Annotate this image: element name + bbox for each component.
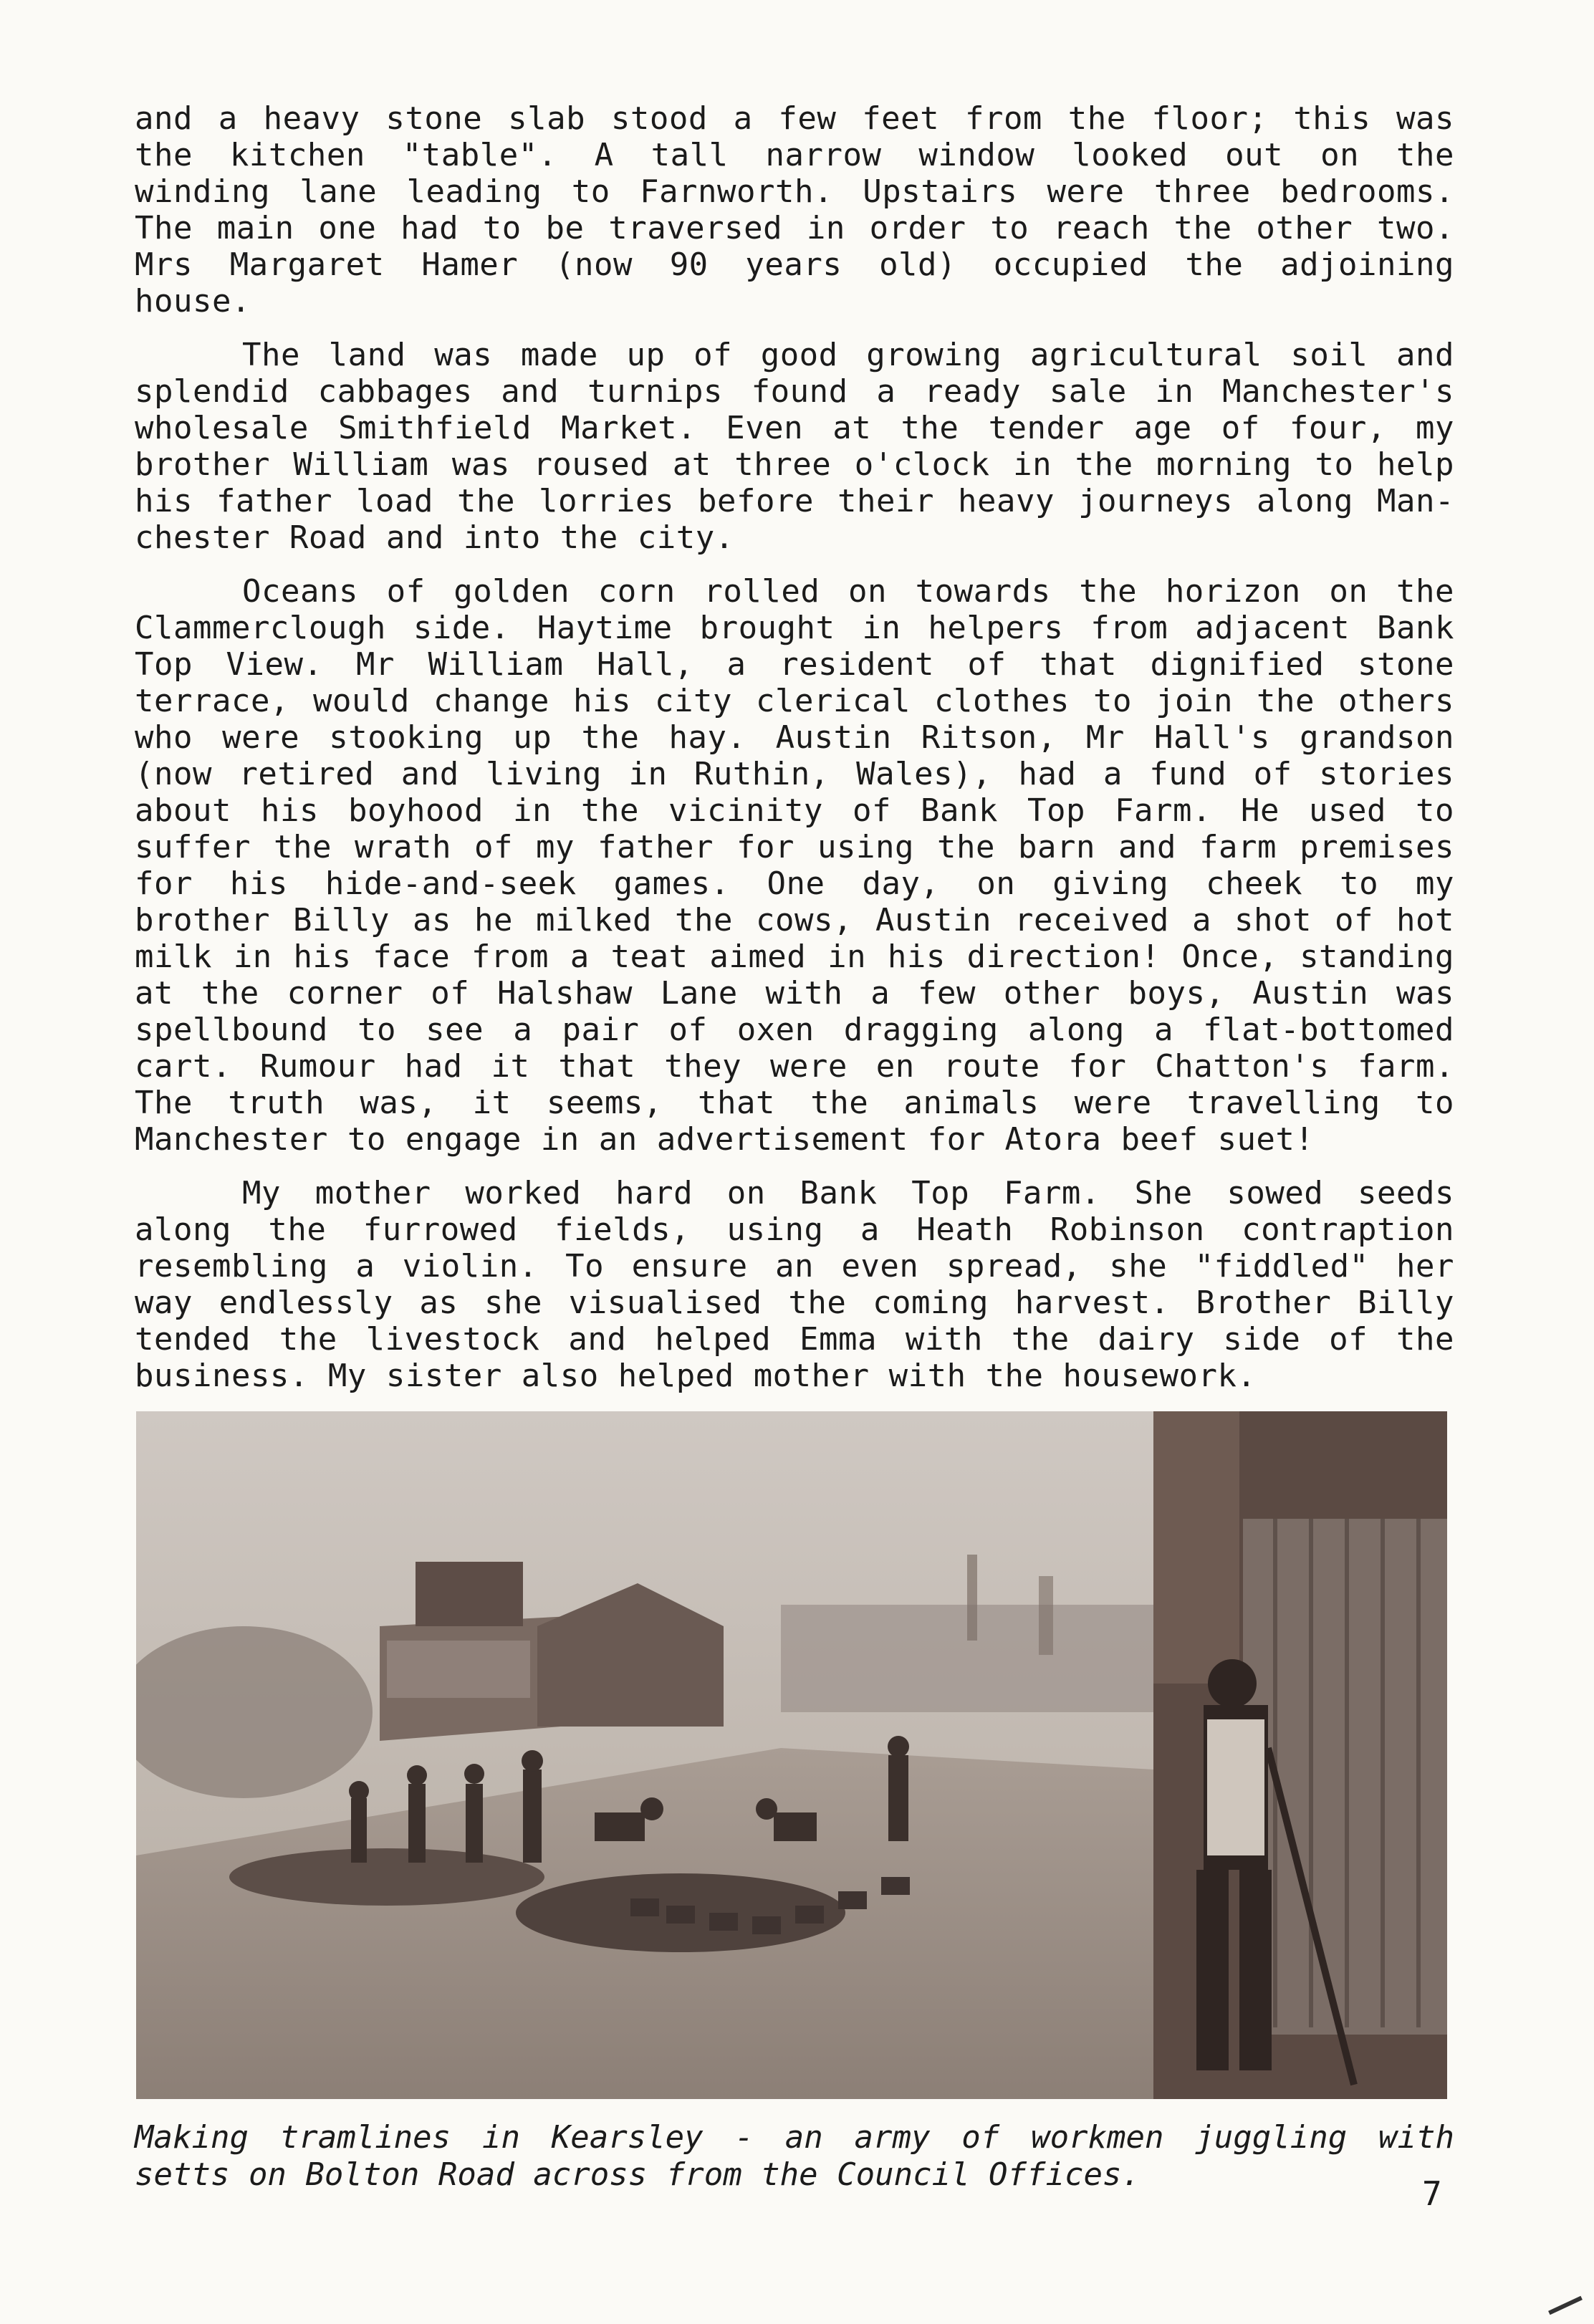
text-line: splendid cabbages and turnips found a ready sale in Manchester's <box>135 373 1454 410</box>
text-line: chester Road and into the city. <box>135 519 734 556</box>
caption-line: setts on Bolton Road across from the Council Offices. <box>135 2156 1141 2193</box>
text-line: business. My sister also helped mother with the housework. <box>135 1358 1257 1394</box>
paragraph-4 <box>135 1175 1454 1394</box>
photo-caption <box>135 2119 1454 2194</box>
text-line: house. <box>135 283 251 320</box>
text-line: Top View. Mr William Hall, a resident of that dignified stone <box>135 646 1454 683</box>
text-line: brother William was roused at three o'clock in the morning to help <box>135 446 1454 483</box>
text-line: Mrs Margaret Hamer (now 90 years old) occupied the adjoining <box>135 246 1454 283</box>
text-line: who were stooking up the hay. Austin Ritson, Mr Hall's grandson <box>135 719 1454 756</box>
text-line: the kitchen "table". A tall narrow window looked out on the <box>135 137 1454 173</box>
text-line: way endlessly as she visualised the coming harvest. Brother Billy <box>135 1285 1454 1321</box>
text-line: (now retired and living in Ruthin, Wales), had a fund of stories <box>135 756 1454 792</box>
text-line: wholesale Smithfield Market. Even at the tender age of four, my <box>135 410 1454 446</box>
caption-line: Making tramlines in Kearsley - an army of workmen juggling with <box>135 2119 1454 2156</box>
text-line: Oceans of golden corn rolled on towards the horizon on the <box>242 573 1454 610</box>
text-line: about his boyhood in the vicinity of Bank Top Farm. He used to <box>135 792 1454 829</box>
text-line: milk in his face from a teat aimed in his direction! Once, standing <box>135 938 1454 975</box>
text-line: Manchester to engage in an advertisement for Atora beef suet! <box>135 1121 1315 1158</box>
text-line: terrace, would change his city clerical clothes to join the others <box>135 683 1454 719</box>
text-line: Clammerclough side. Haytime brought in helpers from adjacent Bank <box>135 610 1454 646</box>
historical-photograph <box>136 1411 1447 2099</box>
text-line: for his hide-and-seek games. One day, on giving cheek to my <box>135 865 1454 902</box>
text-line: My mother worked hard on Bank Top Farm. She sowed seeds <box>242 1175 1454 1211</box>
text-line: resembling a violin. To ensure an even spread, she "fiddled" her <box>135 1248 1454 1285</box>
page-number: 7 <box>1422 2174 1442 2213</box>
paragraph-2 <box>135 337 1454 556</box>
scan-mark <box>1548 2296 1583 2315</box>
text-line: his father load the lorries before their heavy journeys along Man- <box>135 483 1454 519</box>
text-line: cart. Rumour had it that they were en route for Chatton's farm. <box>135 1048 1454 1085</box>
paragraph-3 <box>135 573 1454 1158</box>
text-line: and a heavy stone slab stood a few feet from the floor; this was <box>135 100 1454 137</box>
text-line: along the furrowed fields, using a Heath Robinson contraption <box>135 1211 1454 1248</box>
text-line: brother Billy as he milked the cows, Austin received a shot of hot <box>135 902 1454 938</box>
text-line: spellbound to see a pair of oxen dragging along a flat-bottomed <box>135 1012 1454 1048</box>
text-line: The main one had to be traversed in order to reach the other two. <box>135 210 1454 246</box>
text-line: at the corner of Halshaw Lane with a few other boys, Austin was <box>135 975 1454 1012</box>
paragraph-1 <box>135 100 1454 320</box>
text-line: The truth was, it seems, that the animals were travelling to <box>135 1085 1454 1121</box>
text-line: tended the livestock and helped Emma with the dairy side of the <box>135 1321 1454 1358</box>
text-line: The land was made up of good growing agricultural soil and <box>242 337 1454 373</box>
text-line: winding lane leading to Farnworth. Upstairs were three bedrooms. <box>135 173 1454 210</box>
text-line: suffer the wrath of my father for using the barn and farm premises <box>135 829 1454 865</box>
